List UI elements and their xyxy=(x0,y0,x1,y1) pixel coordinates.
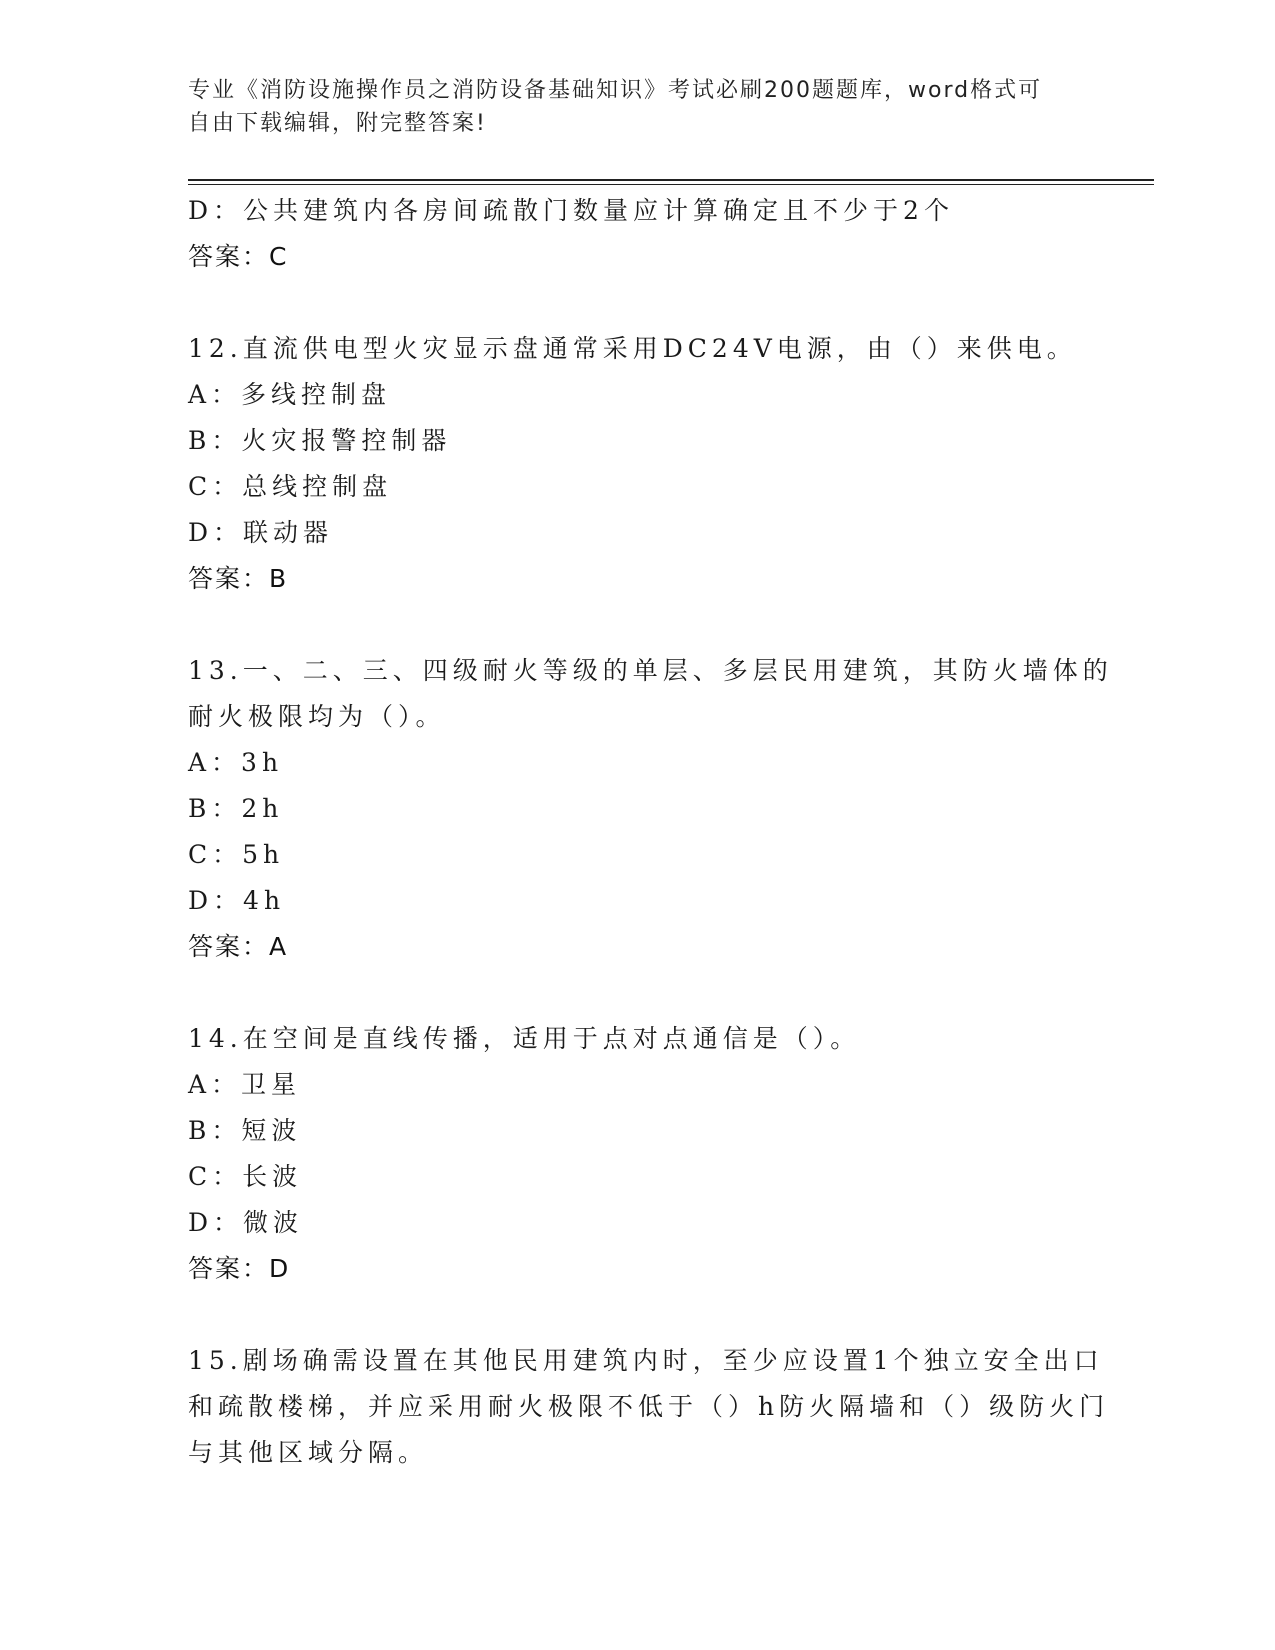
question-13-option-a: A：3h xyxy=(188,748,284,777)
question-list xyxy=(188,188,1113,1476)
question-14-text: 14.在空间是直线传播，适用于点对点通信是（）。 xyxy=(188,1024,861,1053)
question-12-option-d: D：联动器 xyxy=(188,518,334,547)
question-13-option-d: D：4h xyxy=(188,886,286,915)
question-13-text-line-1: 13.一、二、三、四级耐火等级的单层、多层民用建筑，其防火墙体的 xyxy=(188,656,1113,685)
question-12-text: 12.直流供电型火灾显示盘通常采用DC24V电源，由（）来供电。 xyxy=(188,334,1077,363)
question-13-option-b: B：2h xyxy=(188,794,284,823)
question-14-answer: 答案：D xyxy=(188,1254,291,1283)
question-12-option-b: B：火灾报警控制器 xyxy=(188,426,452,455)
header-rule-thin xyxy=(188,184,1154,185)
prev-option-d: D：公共建筑内各房间疏散门数量应计算确定且不少于2个 xyxy=(188,196,954,225)
question-15-text-line-1: 15.剧场确需设置在其他民用建筑内时，至少应设置1个独立安全出口 xyxy=(188,1346,1104,1375)
header-line-1: 专业《消防设施操作员之消防设备基础知识》考试必刷200题题库，word格式可 xyxy=(188,78,1043,103)
question-14-option-d: D：微波 xyxy=(188,1208,304,1237)
question-12-option-c: C：总线控制盘 xyxy=(188,472,393,501)
question-14-option-b: B：短波 xyxy=(188,1116,302,1145)
question-13-answer: 答案：A xyxy=(188,932,289,961)
question-12-answer: 答案：B xyxy=(188,564,289,593)
question-13-text-line-2: 耐火极限均为（）。 xyxy=(188,702,446,731)
document-header xyxy=(188,74,1088,140)
question-14-option-a: A：卫星 xyxy=(188,1070,302,1099)
question-13-option-c: C：5h xyxy=(188,840,285,869)
question-14-option-c: C：长波 xyxy=(188,1162,303,1191)
header-line-2: 自由下载编辑，附完整答案! xyxy=(188,111,487,136)
question-15-text-line-3: 与其他区域分隔。 xyxy=(188,1438,429,1467)
prev-answer: 答案：C xyxy=(188,242,289,271)
question-12-option-a: A：多线控制盘 xyxy=(188,380,392,409)
header-rule-thick xyxy=(188,179,1154,181)
question-15-text-line-2: 和疏散楼梯，并应采用耐火极限不低于（）h防火隔墙和（）级防火门 xyxy=(188,1392,1110,1421)
